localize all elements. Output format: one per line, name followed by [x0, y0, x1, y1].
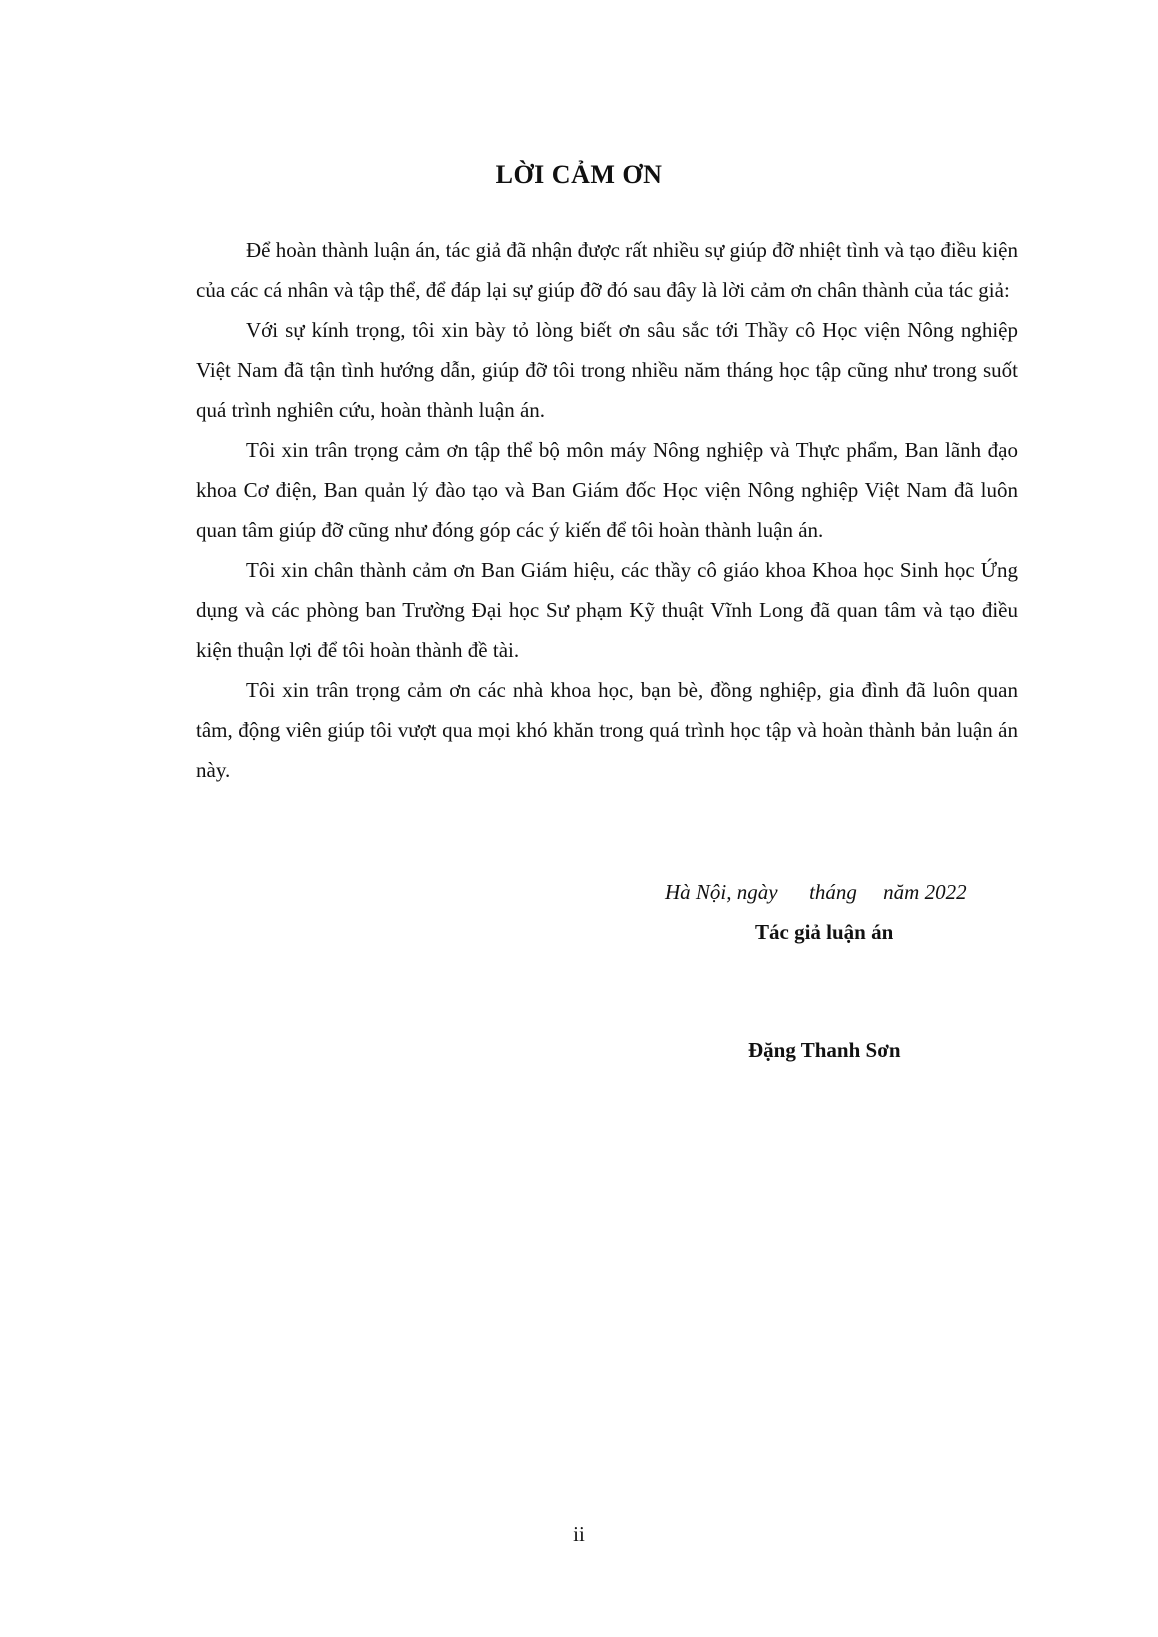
paragraph-4: Tôi xin chân thành cảm ơn Ban Giám hiệu, các thầy cô giáo khoa Khoa học Sinh học Ứng dụng và các phòng ban Trường Đại học Sư phạm Kỹ thuật Vĩnh Long đã quan tâm và tạo điều kiện thuận lợi để tôi hoàn thành đề tài.	[196, 558, 1018, 662]
paragraph-1: Để hoàn thành luận án, tác giả đã nhận được rất nhiều sự giúp đỡ nhiệt tình và tạo điều kiện của các cá nhân và tập thể, để đáp lại sự giúp đỡ đó sau đây là lời cảm ơn chân thành của tác giả:	[196, 238, 1018, 302]
place-date-text: Hà Nội, ngày tháng năm 2022	[665, 880, 967, 904]
acknowledgement-body	[196, 230, 1018, 790]
signature-name: Đặng Thanh Sơn	[748, 1038, 901, 1062]
page-number: ii	[573, 1522, 585, 1546]
paragraph-3: Tôi xin trân trọng cảm ơn tập thể bộ môn máy Nông nghiệp và Thực phẩm, Ban lãnh đạo khoa Cơ điện, Ban quản lý đào tạo và Ban Giám đốc Học viện Nông nghiệp Việt Nam đã luôn quan tâm giúp đỡ cũng như đóng góp các ý kiến để tôi hoàn thành luận án.	[196, 438, 1018, 542]
signature-place-date	[665, 880, 1005, 905]
paragraph-2: Với sự kính trọng, tôi xin bày tỏ lòng biết ơn sâu sắc tới Thầy cô Học viện Nông nghiệp Việt Nam đã tận tình hướng dẫn, giúp đỡ tôi trong nhiều năm tháng học tập cũng như trong suốt quá trình nghiên cứu, hoàn thành luận án.	[196, 318, 1018, 422]
paragraph-5: Tôi xin trân trọng cảm ơn các nhà khoa học, bạn bè, đồng nghiệp, gia đình đã luôn quan tâm, động viên giúp tôi vượt qua mọi khó khăn trong quá trình học tập và hoàn thành bản luận án này.	[196, 678, 1018, 782]
signature-role: Tác giả luận án	[755, 920, 894, 944]
page-title: LỜI CẢM ƠN	[495, 160, 663, 189]
